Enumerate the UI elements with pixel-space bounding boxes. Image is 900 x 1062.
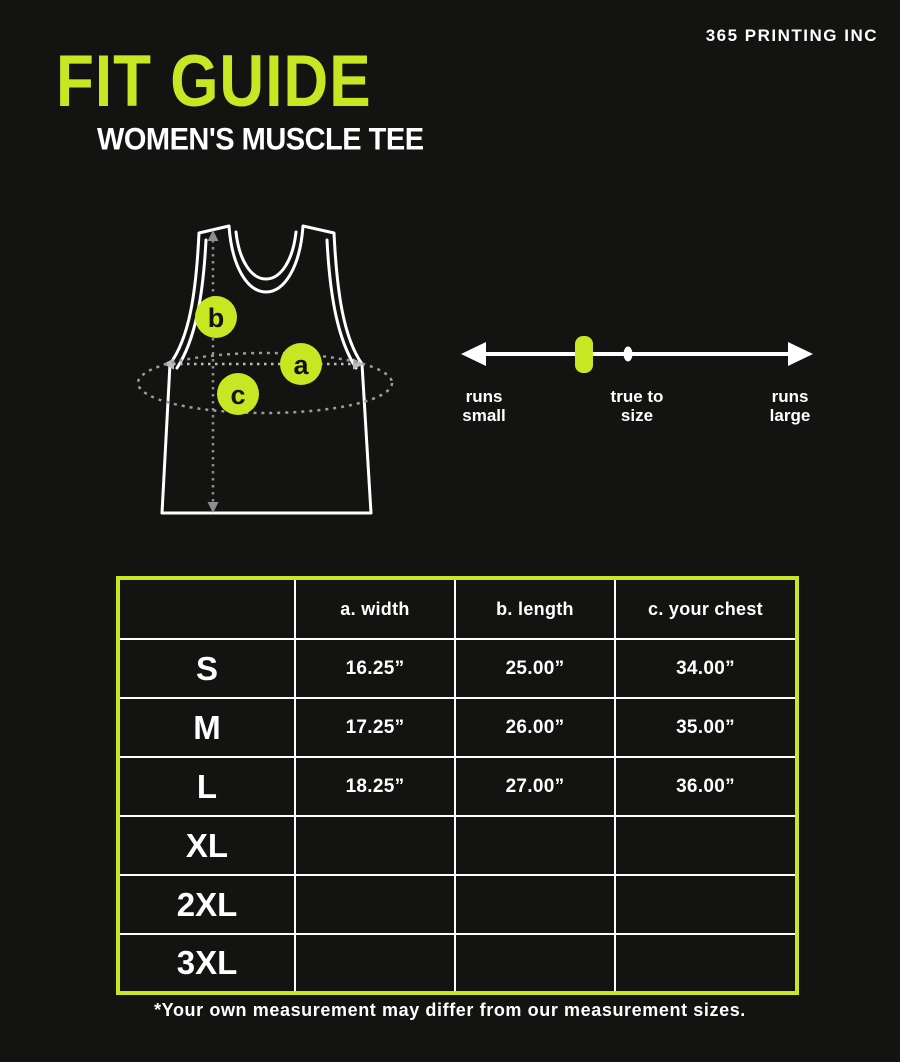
chest-value bbox=[615, 875, 797, 934]
length-value: 26.00” bbox=[455, 698, 615, 757]
width-value bbox=[295, 875, 455, 934]
width-arrow bbox=[163, 359, 364, 370]
chest-value: 35.00” bbox=[615, 698, 797, 757]
brand-name: 365 PRINTING INC bbox=[705, 26, 878, 45]
length-value bbox=[455, 816, 615, 875]
marker-c bbox=[217, 373, 259, 415]
table-row bbox=[118, 757, 797, 816]
header-size bbox=[118, 578, 295, 639]
header-length: b. length bbox=[455, 578, 615, 639]
table-row bbox=[118, 639, 797, 698]
table-row bbox=[118, 875, 797, 934]
page-title: FIT GUIDE bbox=[56, 41, 372, 123]
size-label: 3XL bbox=[118, 934, 295, 993]
marker-b bbox=[195, 296, 237, 338]
width-value bbox=[295, 816, 455, 875]
length-arrow bbox=[208, 230, 219, 513]
scale-label-runs-large: runs large bbox=[769, 387, 811, 425]
center-tick bbox=[624, 347, 633, 362]
marker-c-label: c bbox=[230, 380, 246, 410]
chest-value bbox=[615, 934, 797, 993]
size-table bbox=[116, 576, 799, 995]
chest-value: 34.00” bbox=[615, 639, 797, 698]
width-value: 16.25” bbox=[295, 639, 455, 698]
length-value bbox=[455, 875, 615, 934]
size-label: 2XL bbox=[118, 875, 295, 934]
arrow-left-icon bbox=[461, 342, 486, 366]
size-label: XL bbox=[118, 816, 295, 875]
fit-scale-marker bbox=[575, 336, 593, 373]
arrow-right-icon bbox=[788, 342, 813, 366]
width-value bbox=[295, 934, 455, 993]
marker-b-label: b bbox=[207, 303, 225, 333]
marker-a bbox=[280, 343, 322, 385]
table-header-row bbox=[118, 578, 797, 639]
length-value bbox=[455, 934, 615, 993]
size-label: L bbox=[118, 757, 295, 816]
muscle-tee-diagram bbox=[120, 200, 440, 540]
chest-value: 36.00” bbox=[615, 757, 797, 816]
footnote: *Your own measurement may differ from our measurement sizes. bbox=[154, 1000, 746, 1020]
size-label: M bbox=[118, 698, 295, 757]
table-row bbox=[118, 934, 797, 993]
length-value: 27.00” bbox=[455, 757, 615, 816]
width-value: 18.25” bbox=[295, 757, 455, 816]
shirt-outline bbox=[162, 226, 371, 513]
chest-value bbox=[615, 816, 797, 875]
size-label: S bbox=[118, 639, 295, 698]
marker-a-label: a bbox=[293, 350, 309, 380]
scale-label-true-to-size: true to size bbox=[610, 387, 664, 425]
header-chest: c. your chest bbox=[615, 578, 797, 639]
width-value: 17.25” bbox=[295, 698, 455, 757]
length-value: 25.00” bbox=[455, 639, 615, 698]
table-row bbox=[118, 698, 797, 757]
page-subtitle: WOMEN'S MUSCLE TEE bbox=[97, 121, 424, 157]
header-width: a. width bbox=[295, 578, 455, 639]
scale-label-runs-small: runs small bbox=[462, 387, 506, 425]
table-row bbox=[118, 816, 797, 875]
